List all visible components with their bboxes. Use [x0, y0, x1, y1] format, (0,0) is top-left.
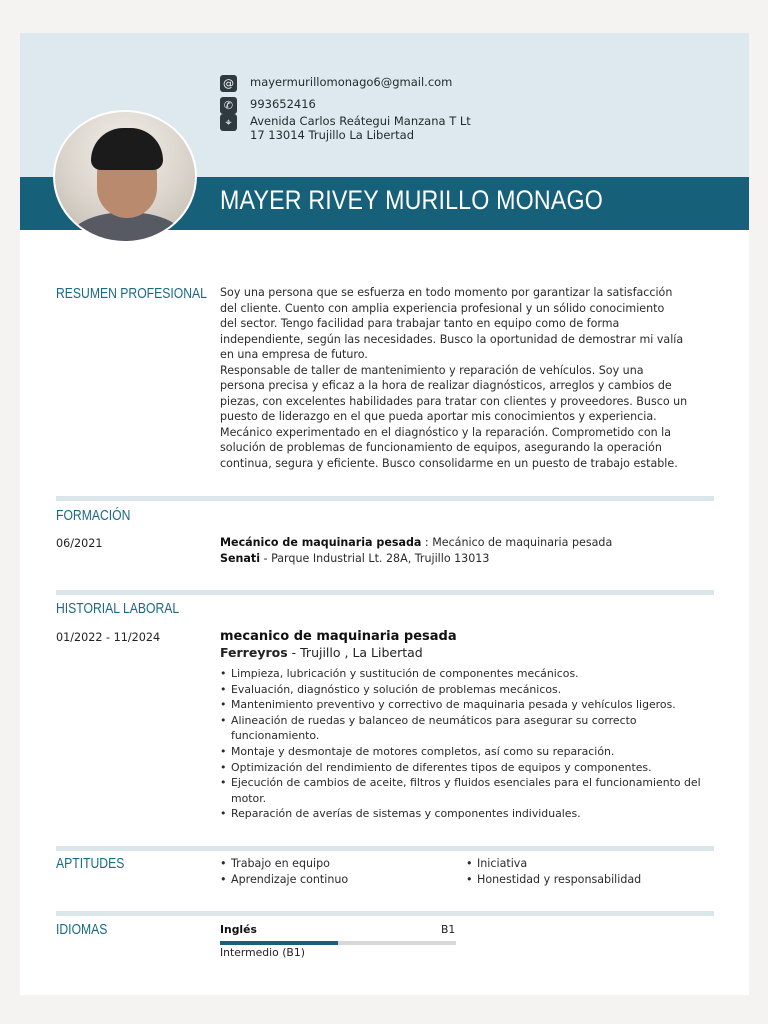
skill-item: • Trabajo en equipo [220, 857, 330, 870]
skill-item: • Iniciativa [466, 857, 527, 870]
list-item: • Ejecución de cambios de aceite, filtros y fluidos esenciales para el funcionamiento del motor. [220, 775, 716, 806]
education-degree: Mecánico de maquinaria pesada [220, 536, 422, 549]
summary-line: Responsable de taller de mantenimiento y reparación de vehículos. Soy una [220, 363, 644, 377]
phone-icon: ✆ [220, 97, 237, 114]
language-name: Inglés [220, 923, 257, 936]
education-degree-detail: Mecánico de maquinaria pesada [432, 536, 613, 549]
list-item: • Mantenimiento preventivo y correctivo de maquinaria pesada y vehículos ligeros. [220, 697, 716, 713]
skills-section-title: APTITUDES [56, 856, 125, 872]
summary-line: persona precisa y eficaz a la hora de realizar diagnósticos, arreglos y cambios de [220, 379, 672, 392]
language-proficiency-fill [220, 941, 338, 945]
summary-line: Mecánico experimentado en el diagnóstico y la reparación. Comprometido con la [220, 425, 672, 439]
section-divider [56, 911, 714, 916]
skill-item: • Honestidad y responsabilidad [466, 873, 641, 886]
section-divider [56, 590, 714, 595]
section-divider [56, 846, 714, 851]
summary-line: en una empresa de futuro. [220, 348, 368, 361]
list-item: • Reparación de averías de sistemas y componentes individuales. [220, 806, 716, 822]
list-item: • Evaluación, diagnóstico y solución de problemas mecánicos. [220, 682, 716, 698]
work-section-title: HISTORIAL LABORAL [56, 601, 180, 617]
summary-section-title: RESUMEN PROFESIONAL [56, 286, 207, 302]
summary-line: puesto de liderazgo en el que pueda aportar mis conocimientos y experiencia. [220, 410, 657, 423]
summary-text [220, 285, 714, 471]
work-date: 01/2022 - 11/2024 [56, 631, 161, 644]
contact-address [250, 114, 520, 142]
photo-hair [91, 128, 163, 170]
education-section-title: FORMACIÓN [56, 508, 131, 524]
list-item: • Alineación de ruedas y balanceo de neumáticos para asegurar su correcto funcionamiento. [220, 713, 716, 744]
summary-line: independiente, según las necesidades. Busco la oportunidad de demostrar mi valía [220, 332, 684, 346]
job-company-line [220, 645, 423, 660]
contact-address-row [220, 114, 520, 142]
summary-line: del sector. Tengo facilidad para trabajar tanto en equipo como de forma [220, 317, 620, 330]
list-item: • Limpieza, lubricación y sustitución de componentes mecánicos. [220, 666, 716, 682]
summary-line: solución de problemas de funcionamiento de equipos, asegurando la operación [220, 441, 662, 454]
address-line-1: Avenida Carlos Reátegui Manzana T Lt [250, 114, 471, 128]
job-duties-list [220, 666, 716, 822]
section-divider [56, 496, 714, 501]
summary-line: continua, segura y eficiente. Busco consolidarme en un puesto de trabajo estable. [220, 456, 678, 470]
education-entry [220, 535, 714, 567]
summary-line: del cliente. Cuento con amplia experiencia profesional y un sólido conocimiento [220, 301, 665, 315]
summary-line: Soy una persona que se esfuerza en todo momento por garantizar la satisfacción [220, 286, 673, 299]
education-degree-separator: : [421, 536, 433, 549]
education-date: 06/2021 [56, 537, 103, 550]
education-school-detail: - Parque Industrial Lt. 28A, Trujillo 13013 [260, 552, 490, 565]
contact-phone-row [220, 97, 520, 114]
summary-line: piezas, con excelentes habilidades para tratar con clientes y proveedores. Busco un [220, 394, 688, 408]
profile-photo [53, 110, 197, 243]
language-level-code: B1 [441, 923, 456, 936]
education-school: Senati [220, 552, 261, 565]
language-level: Intermedio (B1) [220, 946, 305, 959]
resume-page [20, 33, 749, 995]
job-location: - Trujillo , La Libertad [287, 645, 423, 660]
language-proficiency-bar [220, 941, 456, 945]
contact-email-row [220, 75, 520, 92]
contact-phone[interactable]: 993652416 [250, 97, 316, 111]
email-icon: @ [220, 75, 237, 92]
list-item: • Optimización del rendimiento de diferentes tipos de equipos y componentes. [220, 760, 716, 776]
list-item: • Montaje y desmontaje de motores completos, así como su reparación. [220, 744, 716, 760]
job-company: Ferreyros [220, 645, 288, 660]
location-pin-icon: ⌖ [220, 114, 237, 131]
address-line-2: 17 13014 Trujillo La Libertad [250, 128, 415, 142]
job-title: mecanico de maquinaria pesada [220, 629, 457, 644]
candidate-name: MAYER RIVEY MURILLO MONAGO [220, 185, 603, 215]
skill-item: • Aprendizaje continuo [220, 873, 348, 886]
languages-section-title: IDIOMAS [56, 922, 108, 938]
contact-email[interactable]: mayermurillomonago6@gmail.com [250, 75, 453, 89]
